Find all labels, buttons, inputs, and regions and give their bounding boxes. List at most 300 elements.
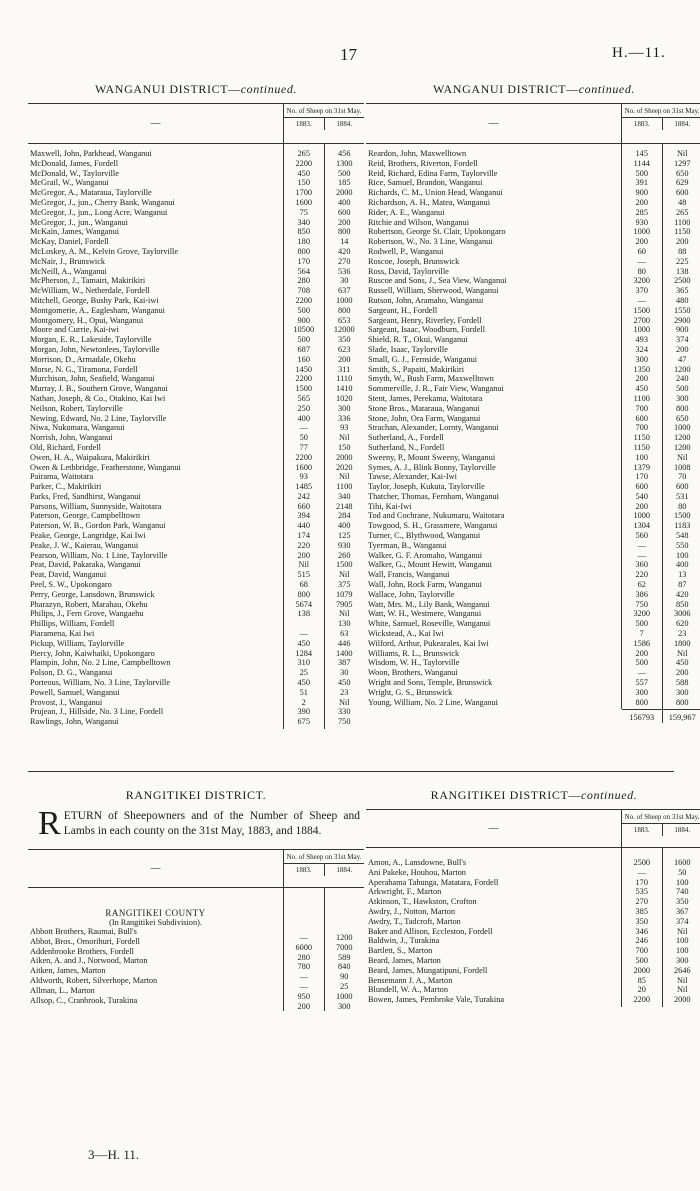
count-1884: 330 bbox=[338, 707, 351, 717]
sheepowner-name: McPherson, J., Tamairi, Makirikiri bbox=[30, 276, 146, 286]
count-1884: 365 bbox=[676, 286, 689, 296]
count-1883: 450 bbox=[297, 678, 310, 688]
count-1884: 629 bbox=[676, 178, 689, 188]
count-1883: 2200 bbox=[295, 374, 313, 384]
sheepowner-name: Symes, A. J., Blink Bonny, Taylorville bbox=[368, 462, 496, 472]
sheepowner-name: Peake, J. W., Kaierau, Wanganui bbox=[30, 540, 139, 550]
sheepowner-name: Awdry, T., Tadcroft, Marton bbox=[368, 916, 461, 926]
count-1884: 800 bbox=[676, 697, 689, 707]
count-1884: 1100 bbox=[674, 217, 691, 227]
count-1883: 1000 bbox=[633, 511, 651, 521]
sheepowner-name: Peat, David, Pakaraka, Wanganui bbox=[30, 560, 141, 570]
count-1883: — bbox=[637, 256, 646, 266]
subdivision-heading: (In Rangitikei Subdivision). bbox=[109, 918, 202, 927]
sheepowner-name: Addenbrooke Brothers, Fordell bbox=[30, 946, 134, 956]
sheepowner-name: Stent, James, Perekama, Waitotara bbox=[368, 393, 483, 403]
count-1883: 174 bbox=[297, 531, 310, 541]
sheepowner-name: Wall, Francis, Wanganui bbox=[368, 570, 450, 580]
total-row bbox=[366, 709, 700, 723]
sheepowner-name: Reid, Richard, Edina Farm, Taylorville bbox=[368, 168, 498, 178]
count-1883: 700 bbox=[635, 403, 648, 413]
count-1884: Nil bbox=[338, 697, 350, 707]
sheepowner-name: Wright, G. S., Brunswick bbox=[368, 687, 453, 697]
sheepowner-name: Sutherland, A., Fordell bbox=[368, 433, 444, 443]
count-1884: 740 bbox=[676, 887, 689, 897]
sheepowner-name: Arkwright, F., Marton bbox=[368, 887, 442, 897]
sheepowner-name: Bartlett, S., Marton bbox=[368, 946, 433, 956]
table-header bbox=[366, 103, 700, 144]
sheepowner-name: McWilliam, W., Netherdale, Fordell bbox=[30, 286, 150, 296]
sheepowner-name: Norrish, John, Wanganui bbox=[30, 433, 113, 443]
count-1884: 150 bbox=[338, 442, 351, 452]
count-1883: — bbox=[637, 295, 646, 305]
count-1884: 87 bbox=[678, 580, 687, 590]
count-1883: 564 bbox=[297, 266, 310, 276]
count-1884: Nil bbox=[676, 648, 688, 658]
count-1883: 900 bbox=[297, 315, 310, 325]
count-1883: 340 bbox=[297, 217, 310, 227]
count-1883: — bbox=[299, 423, 308, 433]
count-1884: 1200 bbox=[335, 933, 353, 942]
count-1884: 12000 bbox=[333, 325, 355, 335]
count-1884: 1410 bbox=[335, 384, 353, 394]
count-1884: 2148 bbox=[335, 501, 353, 511]
count-1884: 260 bbox=[338, 550, 351, 560]
count-1883: 2500 bbox=[633, 858, 651, 867]
count-1884: 88 bbox=[678, 246, 687, 256]
count-1884: 23 bbox=[678, 629, 687, 639]
count-1883: 385 bbox=[635, 906, 648, 916]
sheepowner-name: Owen, H. A., Waipakura, Makirikiri bbox=[30, 452, 150, 462]
count-1884: 375 bbox=[338, 580, 351, 590]
sheepowner-name: Bensemann J. A., Marton bbox=[368, 975, 453, 985]
total-1883: 156793 bbox=[629, 713, 655, 723]
sheepowner-name: McGregor, A., Mataraua, Taylorville bbox=[30, 188, 152, 198]
sheepowner-name: Nathan, Joseph, & Co., Otakino, Kai Iwi bbox=[30, 393, 166, 403]
count-1883: 50 bbox=[299, 433, 308, 443]
sheepowner-name: Morgan, E. R., Lakeside, Taylorville bbox=[30, 335, 152, 345]
count-1883: 1500 bbox=[295, 384, 313, 394]
sheepowner-name: McGregor, J., jun., Wanganui bbox=[30, 217, 128, 227]
sheepowner-name: Parsons, William, Sunnyside, Waitotara bbox=[30, 501, 162, 511]
count-1883: 324 bbox=[635, 344, 648, 354]
count-1883: 200 bbox=[635, 237, 648, 247]
count-1884: 47 bbox=[678, 354, 687, 364]
rangitikei-right bbox=[366, 776, 700, 1007]
sheepowner-name: Pearson, William, No. 1 Line, Taylorville bbox=[30, 550, 168, 560]
section-heading: WANGANUI DISTRICT—continued. bbox=[432, 82, 636, 96]
count-1883: 390 bbox=[297, 707, 310, 717]
sheepowner-name: Prujean, J., Hillside, No. 3 Line, Fordell bbox=[30, 707, 164, 717]
count-1884: 750 bbox=[338, 717, 351, 727]
section-heading: WANGANUI DISTRICT—continued. bbox=[94, 82, 298, 96]
sheepowner-name: Atkinson, T., Hawkston, Crofton bbox=[368, 897, 477, 907]
table-body bbox=[366, 144, 700, 709]
sheepowner-name: Ritchie and Wilson, Wanganui bbox=[368, 217, 470, 227]
sheepowner-name: Aldworth, Robert, Silverhope, Marton bbox=[30, 975, 158, 985]
page-number: 17 bbox=[340, 45, 357, 64]
count-1884: 420 bbox=[338, 246, 351, 256]
count-1884: Nil bbox=[676, 975, 688, 985]
names-header: — bbox=[150, 117, 161, 129]
count-1883: — bbox=[299, 972, 308, 982]
count-1884: 800 bbox=[338, 305, 351, 315]
count-1883: 500 bbox=[297, 305, 310, 315]
sheepowner-name: McLoskey, A. M., Kelvin Grove, Taylorville bbox=[30, 246, 179, 256]
count-1883: 150 bbox=[297, 178, 310, 188]
sheepowner-name: Pharazyn, Robert, Marahau, Okehu bbox=[30, 599, 148, 609]
count-1883: 708 bbox=[297, 286, 310, 296]
count-1883: 145 bbox=[635, 149, 648, 158]
sheepowner-name: Morgan, John, Newtonlees, Taylorville bbox=[30, 344, 160, 354]
count-1884: 400 bbox=[338, 521, 351, 531]
count-1883: 3200 bbox=[633, 276, 651, 286]
sheepowner-name: Abbott Brothers, Raumai, Bull's bbox=[30, 927, 137, 936]
count-1884: 25 bbox=[340, 981, 349, 991]
count-1884: 1400 bbox=[335, 648, 353, 658]
count-1884: 225 bbox=[676, 256, 689, 266]
count-1883: 250 bbox=[297, 403, 310, 413]
count-1884: 300 bbox=[338, 403, 351, 413]
count-1883: 80 bbox=[637, 266, 646, 276]
count-1884: 200 bbox=[676, 668, 689, 678]
count-1883: 7 bbox=[639, 629, 644, 639]
count-1883: 2 bbox=[301, 697, 306, 707]
count-1884: 311 bbox=[338, 364, 351, 374]
count-1883: 200 bbox=[635, 501, 648, 511]
count-1883: 900 bbox=[635, 188, 648, 198]
sheepowner-name: Sargeant, Henry, Riverley, Fordell bbox=[368, 315, 482, 325]
count-1884: 200 bbox=[676, 237, 689, 247]
sheepowner-name: Reid, Brothers, Riverton, Fordell bbox=[368, 158, 478, 168]
count-1884: 1200 bbox=[673, 364, 691, 374]
sheepowner-name: Wallace, John, Taylorville bbox=[368, 589, 455, 599]
count-1883: 75 bbox=[299, 207, 308, 217]
wanganui-right-table bbox=[366, 82, 700, 723]
sheepowner-name: Wisdom, W. H., Taylorville bbox=[368, 658, 460, 668]
count-1884: 13 bbox=[678, 570, 687, 580]
sheepowner-name: Plampin, John, No. 2 Line, Campbelltown bbox=[30, 658, 171, 668]
sheepowner-name: Peat, David, Wanganui bbox=[30, 570, 107, 580]
count-1883: 220 bbox=[297, 540, 310, 550]
count-1884: 1110 bbox=[336, 374, 353, 384]
count-1883: 1379 bbox=[633, 462, 651, 472]
count-1884: 270 bbox=[338, 256, 351, 266]
count-1884: Nil bbox=[676, 985, 688, 995]
count-1883: 100 bbox=[635, 452, 648, 462]
sheepowner-name: Rice, Samuel, Brandon, Wanganui bbox=[368, 178, 483, 188]
count-1883: — bbox=[637, 668, 646, 678]
count-1883: 310 bbox=[297, 658, 310, 668]
sheepowner-name: Moore and Currie, Kai-iwi bbox=[30, 325, 119, 335]
count-1884: 300 bbox=[676, 393, 689, 403]
count-1884: 500 bbox=[676, 384, 689, 394]
sheepowner-name: Pickup, William, Taylorville bbox=[30, 638, 125, 648]
sheepowner-name: Awdry, J., Notton, Marton bbox=[368, 906, 455, 916]
count-1884: 1000 bbox=[335, 991, 353, 1001]
sheepowner-name: Watt, Mrs. M., Lily Bank, Wanganui bbox=[368, 599, 490, 609]
count-1884: 300 bbox=[676, 955, 689, 965]
count-1884: Nil bbox=[676, 149, 688, 158]
count-1884: 340 bbox=[338, 491, 351, 501]
sheepowner-name: Rodwell, P., Wanganui bbox=[368, 246, 444, 256]
count-1883: 25 bbox=[299, 668, 308, 678]
total-1884: 159,967 bbox=[668, 713, 696, 723]
count-1883: 265 bbox=[297, 149, 310, 158]
count-1884: 48 bbox=[678, 197, 687, 207]
count-1883: 200 bbox=[635, 648, 648, 658]
count-1883: 280 bbox=[297, 276, 310, 286]
sheepowner-name: Murchison, John, Seafield, Wanganui bbox=[30, 374, 155, 384]
sheepowner-name: Peel, S. W., Upokongaro bbox=[30, 580, 112, 590]
sheepowner-name: Philips, J., Fern Grove, Wangaehu bbox=[30, 609, 144, 619]
count-1884: 350 bbox=[338, 335, 351, 345]
count-1884: 531 bbox=[676, 491, 689, 501]
sheepowner-name: Tod and Cochrane, Nukumaru, Waitotara bbox=[368, 511, 505, 521]
count-1883: 200 bbox=[297, 550, 310, 560]
rangitikei-left bbox=[28, 776, 364, 1011]
sheepowner-name: Paterson, W. B., Gordon Park, Wanganui bbox=[30, 521, 166, 531]
count-1883: — bbox=[299, 629, 308, 639]
count-1884: 7905 bbox=[335, 599, 353, 609]
sheepowner-name: Pairama, Waitotara bbox=[30, 472, 94, 482]
count-header: No. of Sheep on 31st May. 1883. 1884. bbox=[283, 104, 364, 143]
count-1883: 270 bbox=[635, 897, 648, 907]
count-1884: 100 bbox=[676, 946, 689, 956]
count-1884: 2020 bbox=[335, 462, 353, 472]
sheepowner-name: Paterson, George, Campbelltown bbox=[30, 511, 140, 521]
count-1883: 68 bbox=[299, 580, 308, 590]
sheepowner-name: Tawse, Alexander, Kai-Iwi bbox=[368, 472, 457, 482]
count-1884: 400 bbox=[338, 197, 351, 207]
count-1884: 1550 bbox=[673, 305, 691, 315]
count-1884: 2000 bbox=[673, 995, 691, 1005]
section-heading: RANGITIKEI DISTRICT—continued. bbox=[430, 788, 638, 802]
count-1883: 180 bbox=[297, 237, 310, 247]
count-1883: 285 bbox=[635, 207, 648, 217]
count-1884: 300 bbox=[338, 1001, 351, 1011]
count-1883: 6000 bbox=[295, 942, 313, 952]
table-body bbox=[28, 888, 364, 1011]
count-1884: 30 bbox=[340, 668, 349, 678]
count-1883: 675 bbox=[297, 717, 310, 727]
table-body bbox=[366, 848, 700, 1007]
count-1884: 1200 bbox=[673, 433, 691, 443]
count-1884: 1800 bbox=[673, 638, 691, 648]
count-header: No. of Sheep on 31st May. 1883. 1884. bbox=[621, 810, 700, 847]
count-1884: 900 bbox=[676, 325, 689, 335]
count-1883: 394 bbox=[297, 511, 310, 521]
count-1884: 200 bbox=[338, 217, 351, 227]
count-1884: 930 bbox=[338, 540, 351, 550]
count-1884: 548 bbox=[676, 531, 689, 541]
sheepowner-name: Montgomerie, A., Eaglesham, Wanganui bbox=[30, 305, 165, 315]
sheepowner-name: Russell, William, Sherwood, Wanganui bbox=[368, 286, 499, 296]
sheepowner-name: Stone Bros., Mataraua, Wanganui bbox=[368, 403, 480, 413]
count-1884: 300 bbox=[676, 687, 689, 697]
count-1884: 90 bbox=[340, 972, 349, 982]
count-1884: 200 bbox=[338, 354, 351, 364]
count-1884: 50 bbox=[678, 867, 687, 877]
count-1883: 200 bbox=[635, 197, 648, 207]
table-header bbox=[366, 809, 700, 848]
count-1884: 387 bbox=[338, 658, 351, 668]
sheepowner-name: Niwa, Nukumara, Wanganui bbox=[30, 423, 125, 433]
sheepowner-name: Walker, G. F. Aromaho, Wanganui bbox=[368, 550, 483, 560]
count-1883: 51 bbox=[299, 687, 308, 697]
sheepowner-name: Peake, George, Langridge, Kai Iwi bbox=[30, 531, 146, 541]
count-1884: 650 bbox=[676, 413, 689, 423]
sheepowner-name: Beard, James, Mungatipuni, Fordell bbox=[368, 965, 488, 975]
sheepowner-name: Reardon, John, Maxwelltown bbox=[368, 149, 467, 158]
sheepowner-name: Roscoe, Joseph, Brunswick bbox=[368, 256, 460, 266]
sheepowner-name: Watt, W. H., Westmere, Wanganui bbox=[368, 609, 482, 619]
count-1884: 14 bbox=[340, 237, 349, 247]
count-1883: — bbox=[299, 933, 308, 942]
count-1884: 623 bbox=[338, 344, 351, 354]
sheepowner-name: Provost, J., Wanganui bbox=[30, 697, 103, 707]
count-1883: 493 bbox=[635, 335, 648, 345]
count-1884: 653 bbox=[338, 315, 351, 325]
sheepowner-name: Smith, S., Papaiti, Makirikiri bbox=[368, 364, 465, 374]
sheepowner-name: Sutherland, N., Fordell bbox=[368, 442, 445, 452]
sheepowner-name: Montgomery, H., Opui, Wanganui bbox=[30, 315, 144, 325]
count-1884: 1100 bbox=[336, 482, 353, 492]
sheepowner-name: McKay, Daniel, Fordell bbox=[30, 237, 109, 247]
count-1883: 700 bbox=[635, 423, 648, 433]
sheepowner-name: Parks, Fred, Sandhirst, Wanganui bbox=[30, 491, 141, 501]
count-1883: 220 bbox=[635, 570, 648, 580]
count-1884: 93 bbox=[340, 423, 349, 433]
count-1883: 1500 bbox=[633, 305, 651, 315]
count-1883: 346 bbox=[635, 926, 648, 936]
sheepowner-name: Robertson, George St. Clair, Upokongaro bbox=[368, 227, 506, 237]
count-1884: Nil bbox=[676, 926, 688, 936]
count-1883: 500 bbox=[635, 955, 648, 965]
count-1883: 85 bbox=[637, 975, 646, 985]
count-1883: 60 bbox=[637, 246, 646, 256]
count-1883: 170 bbox=[297, 256, 310, 266]
count-1884: 374 bbox=[676, 335, 689, 345]
count-1884: 2646 bbox=[673, 965, 691, 975]
sheepowner-name: Wickstead, A., Kai Iwi bbox=[368, 629, 444, 639]
count-1884: Nil bbox=[338, 433, 350, 443]
count-1883: 1450 bbox=[295, 364, 313, 374]
count-1884: 600 bbox=[676, 188, 689, 198]
footer-reference: 3—H. 11. bbox=[88, 1147, 140, 1162]
sheepowner-name: Williams, R. L., Brunswick bbox=[368, 648, 460, 658]
sheepowner-name: Morrison, D., Armadale, Okehu bbox=[30, 354, 136, 364]
count-1883: 1700 bbox=[295, 188, 313, 198]
sheepowner-name: McNeill, A., Wanganui bbox=[30, 266, 107, 276]
count-1883: 1100 bbox=[633, 393, 650, 403]
count-1883: 5674 bbox=[295, 599, 313, 609]
sheepowner-name: Old, Richard, Fordell bbox=[30, 442, 101, 452]
count-1884: 480 bbox=[676, 295, 689, 305]
count-1883: 1485 bbox=[295, 482, 313, 492]
sheepowner-name: Thatcher, Thomas, Fernham, Wanganui bbox=[368, 491, 499, 501]
sheepowner-name: Stone, John, Ora Farm, Wanganui bbox=[368, 413, 481, 423]
count-1883: — bbox=[637, 867, 646, 877]
count-1884: 1020 bbox=[335, 393, 353, 403]
count-1884: 420 bbox=[676, 589, 689, 599]
count-1883: 1150 bbox=[633, 442, 650, 452]
count-1883: 800 bbox=[297, 589, 310, 599]
count-1883: 386 bbox=[635, 589, 648, 599]
count-1884: 200 bbox=[676, 344, 689, 354]
count-1884: 550 bbox=[676, 540, 689, 550]
count-1884: 840 bbox=[338, 962, 351, 972]
table-body bbox=[28, 144, 364, 729]
count-1883: 93 bbox=[299, 472, 308, 482]
count-1883: 1000 bbox=[633, 227, 651, 237]
count-1884: 284 bbox=[338, 511, 351, 521]
count-1884: 1000 bbox=[673, 423, 691, 433]
count-1883: 515 bbox=[297, 570, 310, 580]
count-1884: 240 bbox=[676, 374, 689, 384]
count-1883: 2200 bbox=[295, 158, 313, 168]
county-heading: RANGITIKEI COUNTY bbox=[105, 908, 206, 918]
count-1883: 450 bbox=[297, 168, 310, 178]
sheepowner-name: Sargeant, H., Fordell bbox=[368, 305, 438, 315]
count-1883: 400 bbox=[297, 413, 310, 423]
sheepowner-name: Rawlings, John, Wanganui bbox=[30, 717, 119, 727]
count-1883: 660 bbox=[297, 501, 310, 511]
count-1883: 500 bbox=[635, 168, 648, 178]
count-1883: 1150 bbox=[633, 433, 650, 443]
count-1884: 1600 bbox=[673, 858, 691, 867]
sheepowner-name: Tyerman, B., Wanganui bbox=[368, 540, 447, 550]
count-1883: 565 bbox=[297, 393, 310, 403]
sheepowner-name: Aperahama Tahunga, Matatara, Fordell bbox=[368, 877, 499, 887]
count-1884: 1079 bbox=[335, 589, 353, 599]
sheepowner-name: White, Samuel, Roseville, Wanganui bbox=[368, 619, 491, 629]
sheepowner-name: Woon, Brothers, Wanganui bbox=[368, 668, 458, 678]
sheepowner-name: Maxwell, John, Parkhead, Wanganui bbox=[30, 149, 152, 158]
sheepowner-name: Taylor, Joseph, Kukuta, Taylorville bbox=[368, 482, 485, 492]
count-1883: 200 bbox=[635, 374, 648, 384]
count-1883: 1350 bbox=[633, 364, 651, 374]
count-1884: 100 bbox=[676, 550, 689, 560]
sheepowner-name: Towgood, S. H., Grassmere, Wanganui bbox=[368, 521, 498, 531]
count-1884: 23 bbox=[340, 687, 349, 697]
names-header: — bbox=[150, 862, 161, 874]
count-1884: 637 bbox=[338, 286, 351, 296]
count-1883: 1284 bbox=[295, 648, 313, 658]
sheepowner-name: Parker, C., Makirikiri bbox=[30, 482, 102, 492]
count-1883: 540 bbox=[635, 491, 648, 501]
sheepowner-name: Wilford, Arthur, Pukearales, Kai Iwi bbox=[368, 638, 489, 648]
count-1883: 242 bbox=[297, 491, 310, 501]
sheepowner-name: Sweeny, P., Mount Sweeny, Wanganui bbox=[368, 452, 496, 462]
sheepowner-name: McGregor, J., jun., Long Acre, Wanganui bbox=[30, 207, 168, 217]
sheepowner-name: Strachan, Alexander, Lornty, Wanganui bbox=[368, 423, 499, 433]
sheepowner-name: Mitchell, George, Bushy Park, Kai-iwi bbox=[30, 295, 159, 305]
count-1884: 500 bbox=[338, 168, 351, 178]
sheepowner-name: Aitken, James, Marton bbox=[30, 966, 106, 976]
count-header: No. of Sheep on 31st May. 1883. 1884. bbox=[621, 104, 700, 143]
sheepowner-name: Sargeant, Isaac, Woodburn, Fordell bbox=[368, 325, 485, 335]
count-1884: 1297 bbox=[673, 158, 691, 168]
count-1883: 2000 bbox=[633, 965, 651, 975]
count-1884: 7000 bbox=[335, 942, 353, 952]
count-1884: 2900 bbox=[673, 315, 691, 325]
count-1883: 138 bbox=[297, 609, 310, 619]
sheepowner-name: Piaramena, Kai Iwi bbox=[30, 629, 95, 639]
count-1883: 450 bbox=[297, 638, 310, 648]
sheepowner-name: Baldwin, J., Turakina bbox=[368, 936, 440, 946]
count-1883: 557 bbox=[635, 678, 648, 688]
